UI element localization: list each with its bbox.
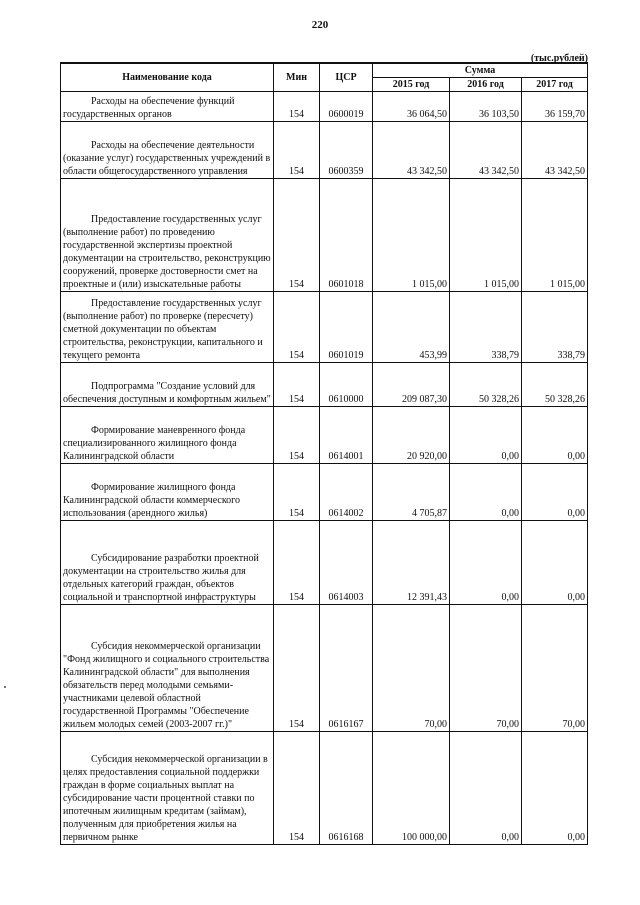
row-name: Субсидия некоммерческой организации "Фонд жилищного и социального строительства Калининградской области" для выполнения обязательств перед молодыми семьями-участниками целевой областной государственной Программы "Обеспечение жильем молодых семей (2003-2007 гг.)": [61, 605, 274, 732]
row-min: 154: [274, 363, 320, 407]
row-2015: 43 342,50: [373, 122, 450, 179]
row-name: Субсидирование разработки проектной документации на строительство жилья для отдельных категорий граждан, объектов социальной и транспортной инфраструктуры: [61, 521, 274, 605]
row-csr: 0600359: [320, 122, 373, 179]
row-csr: 0601019: [320, 292, 373, 363]
row-2015: 70,00: [373, 605, 450, 732]
table-row: [61, 464, 588, 521]
row-csr: 0600019: [320, 92, 373, 122]
row-min: 154: [274, 122, 320, 179]
row-2017: 1 015,00: [522, 179, 588, 292]
row-2016: 0,00: [450, 732, 522, 845]
row-2016: 50 328,26: [450, 363, 522, 407]
row-min: 154: [274, 605, 320, 732]
row-min: 154: [274, 292, 320, 363]
row-2016: 0,00: [450, 407, 522, 464]
row-name: Формирование маневренного фонда специализированного жилищного фонда Калининградской области: [61, 407, 274, 464]
row-2017: 0,00: [522, 732, 588, 845]
row-2015: 1 015,00: [373, 179, 450, 292]
row-csr: 0614002: [320, 464, 373, 521]
row-2015: 20 920,00: [373, 407, 450, 464]
row-2017: 50 328,26: [522, 363, 588, 407]
header-2015: 2015 год: [373, 78, 450, 92]
row-min: 154: [274, 92, 320, 122]
row-min: 154: [274, 407, 320, 464]
row-min: 154: [274, 732, 320, 845]
row-2016: 36 103,50: [450, 92, 522, 122]
table-row: [61, 92, 588, 122]
row-2016: 338,79: [450, 292, 522, 363]
row-2017: 0,00: [522, 407, 588, 464]
header-csr: ЦСР: [320, 63, 373, 92]
row-2016: 0,00: [450, 521, 522, 605]
row-csr: 0616167: [320, 605, 373, 732]
header-sum: Сумма: [373, 63, 588, 78]
header-min: Мин: [274, 63, 320, 92]
row-2017: 338,79: [522, 292, 588, 363]
row-name: Подпрограмма "Создание условий для обеспечения доступным и комфортным жильем": [61, 363, 274, 407]
row-2017: 36 159,70: [522, 92, 588, 122]
row-name: Предоставление государственных услуг (выполнение работ) по проведению государственной экспертизы проектной документации на строительство, реконструкцию сооружений, проверке достоверности смет на проектные и (или) изыскательные работы: [61, 179, 274, 292]
table-row: [61, 292, 588, 363]
row-2015: 12 391,43: [373, 521, 450, 605]
row-2016: 70,00: [450, 605, 522, 732]
row-2015: 36 064,50: [373, 92, 450, 122]
row-name: Расходы на обеспечение деятельности (оказание услуг) государственных учреждений в области общегосударственного управления: [61, 122, 274, 179]
row-csr: 0610000: [320, 363, 373, 407]
row-name: Предоставление государственных услуг (выполнение работ) по проверке (пересчету) сметной документации по объектам строительства, реконструкции, капитального и текущего ремонта: [61, 292, 274, 363]
row-2017: 0,00: [522, 521, 588, 605]
row-2017: 43 342,50: [522, 122, 588, 179]
row-name: Субсидия некоммерческой организации в целях предоставления социальной поддержки граждан в форме социальных выплат на субсидирование части процентной ставки по ипотечным жилищным кредитам (займам), полученным для приобретения жилья на первичном рынке: [61, 732, 274, 845]
page-number: 220: [311, 19, 329, 31]
units-label: (тыс.рублей): [530, 53, 588, 64]
row-name: Расходы на обеспечение функций государственных органов: [61, 92, 274, 122]
table-row: [61, 521, 588, 605]
row-csr: 0614003: [320, 521, 373, 605]
row-2015: 4 705,87: [373, 464, 450, 521]
table-row: [61, 732, 588, 845]
table-row: [61, 363, 588, 407]
row-min: 154: [274, 464, 320, 521]
row-min: 154: [274, 521, 320, 605]
row-2016: 0,00: [450, 464, 522, 521]
row-name: Формирование жилищного фонда Калининградской области коммерческого использования (арендного жилья): [61, 464, 274, 521]
budget-table: [60, 62, 588, 845]
row-csr: 0601018: [320, 179, 373, 292]
row-2017: 70,00: [522, 605, 588, 732]
header-2016: 2016 год: [450, 78, 522, 92]
table-row: [61, 407, 588, 464]
row-2016: 43 342,50: [450, 122, 522, 179]
row-2015: 453,99: [373, 292, 450, 363]
row-2016: 1 015,00: [450, 179, 522, 292]
table-row: [61, 179, 588, 292]
row-2015: 100 000,00: [373, 732, 450, 845]
scan-speck: [4, 686, 6, 688]
row-2015: 209 087,30: [373, 363, 450, 407]
row-csr: 0616168: [320, 732, 373, 845]
table-row: [61, 122, 588, 179]
row-csr: 0614001: [320, 407, 373, 464]
row-2017: 0,00: [522, 464, 588, 521]
header-2017: 2017 год: [522, 78, 588, 92]
table-row: [61, 605, 588, 732]
row-min: 154: [274, 179, 320, 292]
header-name: Наименование кода: [61, 63, 274, 92]
